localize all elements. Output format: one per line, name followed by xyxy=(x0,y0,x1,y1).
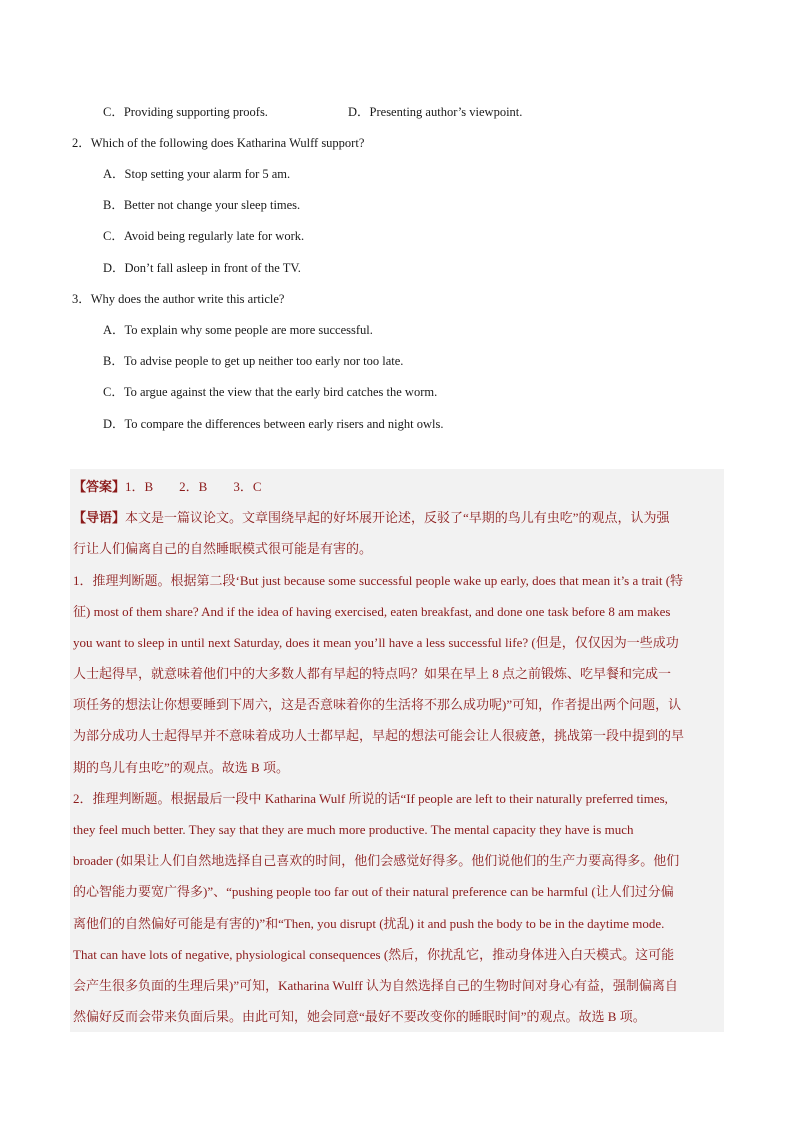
q1-option-d: D．Presenting author’s viewpoint. xyxy=(348,105,523,119)
explanation-line: 征) most of them share? And if the idea of having exercised, eaten breakfast, and done one task before 8 am makes xyxy=(73,604,671,619)
explanation-line: you want to sleep in until next Saturday, does it mean you’ll have a less successful life? (但是，仅仅因为一些成功 xyxy=(73,635,679,650)
q3-option-a: A．To explain why some people are more successful. xyxy=(103,323,373,337)
explanation-line: 项任务的想法让你想要睡到下周六，这是否意味着你的生活将不那么成功呢)”可知，作者提出两个问题，认 xyxy=(73,697,682,712)
explanation-line: broader (如果让人们自然地选择自己喜欢的时间，他们会感觉好得多。他们说他们的生产力要高得多。他们 xyxy=(73,853,680,868)
guide-text: 本文是一篇议论文。文章围绕早起的好坏展开论述，反驳了“早期的鸟儿有虫吃”的观点，认为强 xyxy=(125,510,670,525)
explanation-line: 为部分成功人士起得早并不意味着成功人士都早起，早起的想法可能会让人很疲惫，挑战第一段中提到的早 xyxy=(73,728,685,743)
explanation-line: 会产生很多负面的生理后果)”可知，Katharina Wulff 认为自然选择自己的生物时间对身心有益，强制偏离自 xyxy=(73,978,678,993)
guide-label: 【导语】 xyxy=(73,510,126,525)
explanation-line: 人士起得早，就意味着他们中的大多数人都有早起的特点吗？如果在早上 8 点之前锻炼、吃早餐和完成一 xyxy=(73,666,672,681)
explanation-line: they feel much better. They say that they are much more productive. The mental capacity they have is much xyxy=(73,822,634,837)
answer-text: 1．B 2．B 3．C xyxy=(125,479,262,494)
q2-option-a: A．Stop setting your alarm for 5 am. xyxy=(103,167,291,181)
explanation-line: That can have lots of negative, physiological consequences (然后，你扰乱它，推动身体进入白天模式。这可能 xyxy=(73,947,675,962)
q3-option-c: C．To argue against the view that the early bird catches the worm. xyxy=(103,385,438,399)
answer-label: 【答案】 xyxy=(73,479,126,494)
q3-option-d: D．To compare the differences between early risers and night owls. xyxy=(103,417,444,431)
explanation-line: 然偏好反而会带来负面后果。由此可知，她会同意“最好不要改变你的睡眠时间”的观点。故选 B 项。 xyxy=(73,1009,646,1024)
explanation-line: 的心智能力要宽广得多)”、“pushing people too far out of their natural preference can be harmful (让人们过分偏 xyxy=(73,884,674,899)
explanation-line: 离他们的自然偏好可能是有害的)”和“Then, you disrupt (扰乱) it and push the body to be in the daytime mode. xyxy=(73,916,665,931)
q3-stem: 3．Why does the author write this article? xyxy=(72,292,285,306)
answer-line xyxy=(73,478,262,495)
q2-option-d: D．Don’t fall asleep in front of the TV. xyxy=(103,261,301,275)
q1-option-c: C．Providing supporting proofs. xyxy=(103,105,268,119)
explanation-line: 行让人们偏离自己的自然睡眠模式很可能是有害的。 xyxy=(73,541,373,556)
q3-option-b: B．To advise people to get up neither too early nor too late. xyxy=(103,354,404,368)
q2-stem: 2．Which of the following does Katharina Wulff support? xyxy=(72,136,365,150)
q2-option-b: B．Better not change your sleep times. xyxy=(103,198,301,212)
explanation-line: 期的鸟儿有虫吃”的观点。故选 B 项。 xyxy=(73,760,289,775)
guide-line xyxy=(73,509,670,526)
explanation-line: 2．推理判断题。根据最后一段中 Katharina Wulf 所说的话“If people are left to their naturally preferred times, xyxy=(73,791,668,806)
q2-option-c: C．Avoid being regularly late for work. xyxy=(103,229,305,243)
explanation-line: 1．推理判断题。根据第二段‘But just because some successful people wake up early, does that mean it’s a trait (特 xyxy=(73,573,684,588)
